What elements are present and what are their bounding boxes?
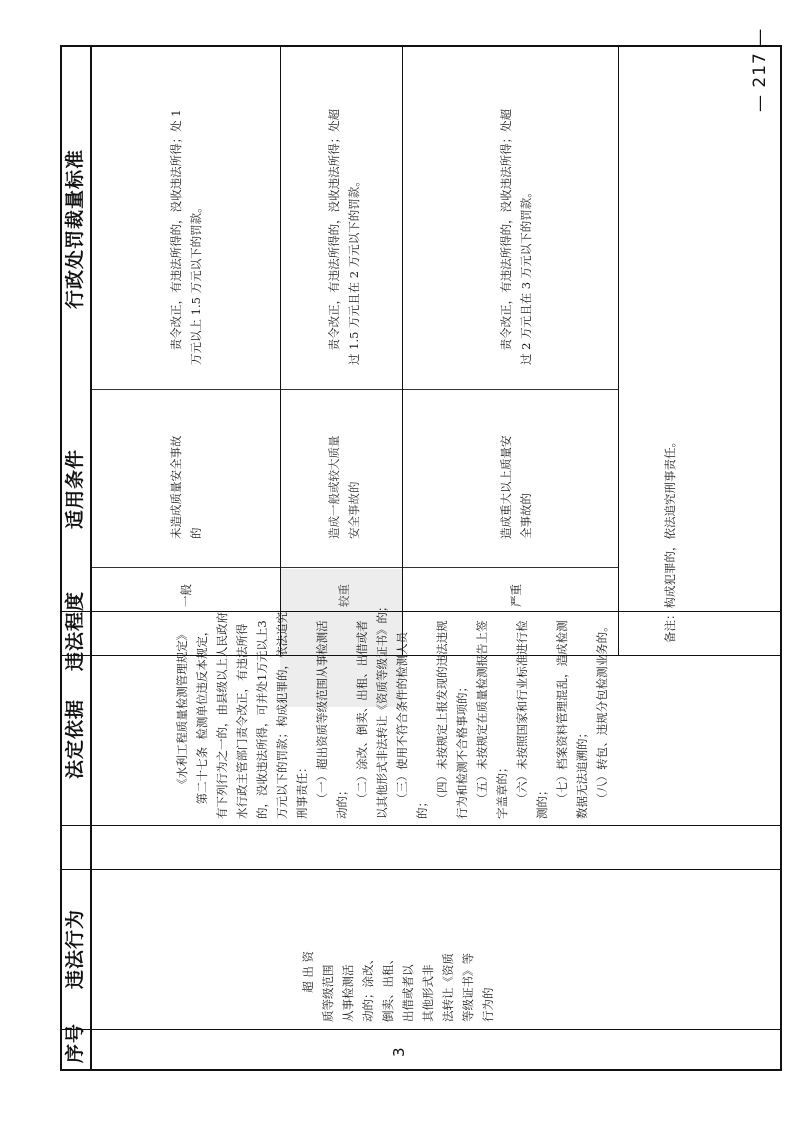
condition-line: 的	[189, 527, 203, 539]
legal-basis-line: 以其他形式非法转让《资质等级证书》的；	[375, 600, 389, 819]
condition-line: 未造成质量安全事故	[169, 435, 183, 539]
violation-line: 质等级范围	[321, 964, 335, 1022]
legal-basis-line: （七）档案资料管理混乱，造成检测	[555, 620, 569, 819]
header-standard: 行政处罚裁量标准	[64, 148, 86, 309]
legal-basis-line: （一）超出资质等级范围从事检测活	[315, 620, 329, 819]
violation-line: 其他形式非	[421, 964, 435, 1022]
legal-basis-line: （三）使用不符合条件的检测人员	[395, 631, 409, 819]
header-violation: 违法行为	[64, 908, 86, 989]
legal-basis-line: 动的；	[335, 784, 349, 819]
legal-basis-line: 万元以下的罚款；构成犯罪的，依法追究	[275, 612, 289, 819]
standard-line: 过 1.5 万元且在 2 万元以下的罚款。	[347, 175, 361, 365]
penalty-standard-table	[60, 45, 782, 1071]
tier-3-degree: 严重	[509, 584, 523, 607]
legal-basis-line: 刑事责任：	[295, 761, 309, 819]
legal-basis-text	[172, 601, 612, 820]
page-number: — 217 —	[750, 27, 770, 112]
legal-basis-line: 行为和检测不合格事项的；	[455, 681, 469, 819]
legal-basis-line: 的，没收违法所得，可并处1万元以上3	[255, 620, 269, 819]
legal-basis-line: 《水利工程质量检测管理规定》	[175, 628, 189, 819]
row-separator-condition-standard	[92, 389, 618, 390]
row-separator-degree-condition	[92, 567, 618, 568]
violation-line: 超 出 资	[301, 950, 315, 1022]
violation-text	[298, 951, 498, 1022]
tier-1-condition	[166, 436, 206, 540]
legal-basis-line: 数据无法追溯的；	[575, 727, 589, 819]
tier-separator-2	[402, 47, 403, 655]
tier-3-standard	[496, 109, 536, 365]
standard-line: 责令改正，有违法所得的，没收违法所得；处 1	[169, 109, 183, 365]
violation-line: 出借或者以	[401, 964, 415, 1022]
legal-basis-line: 第二十七条 检测单位违反本规定，	[195, 624, 209, 819]
violation-line: 法转让《资质	[441, 953, 455, 1022]
legal-basis-line: 水行政主管部门责令改正，有违法所得	[235, 623, 249, 819]
legal-basis-line: （八）转包、违规分包检测业务的。	[595, 620, 609, 819]
standard-line: 过 2 万元且在 3 万元以下的罚款。	[519, 186, 533, 365]
violation-line: 行为的	[481, 987, 495, 1022]
header-condition: 适用条件	[64, 448, 86, 529]
legal-basis-line: 有下列行为之一的，由县级以上人民政府	[215, 612, 229, 819]
legal-basis-line: （五）未按规定在质量检测报告上签	[475, 620, 489, 819]
header-degree: 违法程度	[64, 590, 86, 671]
row-separator-violation-header	[62, 869, 780, 870]
tier-2-standard	[324, 109, 364, 365]
condition-line: 安全事故的	[347, 481, 361, 539]
legal-basis-line: （二）涂改、倒卖、出租、出借或者	[355, 620, 369, 819]
tier-3-condition	[496, 436, 536, 540]
remark-text: 备注：构成犯罪的，依法追究刑事责任。	[663, 436, 677, 643]
tier-separator-1	[280, 47, 281, 655]
standard-line: 责令改正，有违法所得的，没收违法所得；处超	[327, 108, 341, 365]
row-separator-basis-violation	[62, 825, 780, 826]
condition-line: 造成一般或较大质量	[327, 435, 341, 539]
row-seq-number: 3	[390, 1046, 408, 1057]
row-separator-violation-seq	[62, 1029, 780, 1030]
violation-line: 等级证书》等	[461, 953, 475, 1022]
standard-line: 万元以上 1.5 万元以下的罚款。	[189, 201, 203, 365]
legal-basis-line: （六）未按照国家和行业标准进行检	[515, 620, 529, 819]
standard-line: 责令改正，有违法所得的，没收违法所得；处超	[499, 108, 513, 365]
tier-1-degree: 一般	[179, 584, 193, 607]
violation-line: 动的；涂改、	[361, 953, 375, 1022]
header-seq: 序号	[64, 1022, 86, 1063]
violation-line: 倒卖、出租、	[381, 953, 395, 1022]
condition-line: 造成重大以上质量安	[499, 435, 513, 539]
legal-basis-line: （四）未按规定上报发现的违法违规	[435, 620, 449, 819]
tier-2-degree: 较重	[337, 584, 351, 607]
violation-line: 从事检测活	[341, 964, 355, 1022]
legal-basis-line: 的；	[415, 796, 429, 819]
legal-basis-line: 测的；	[535, 784, 549, 819]
legal-basis-line: 字盖章的；	[495, 761, 509, 819]
tier-separator-3	[618, 47, 619, 655]
header-legal-basis: 法定依据	[64, 698, 86, 779]
tier-1-standard	[166, 109, 206, 365]
tier-2-condition	[324, 436, 364, 540]
condition-line: 全事故的	[519, 493, 533, 539]
header-column-separator	[90, 47, 92, 1069]
